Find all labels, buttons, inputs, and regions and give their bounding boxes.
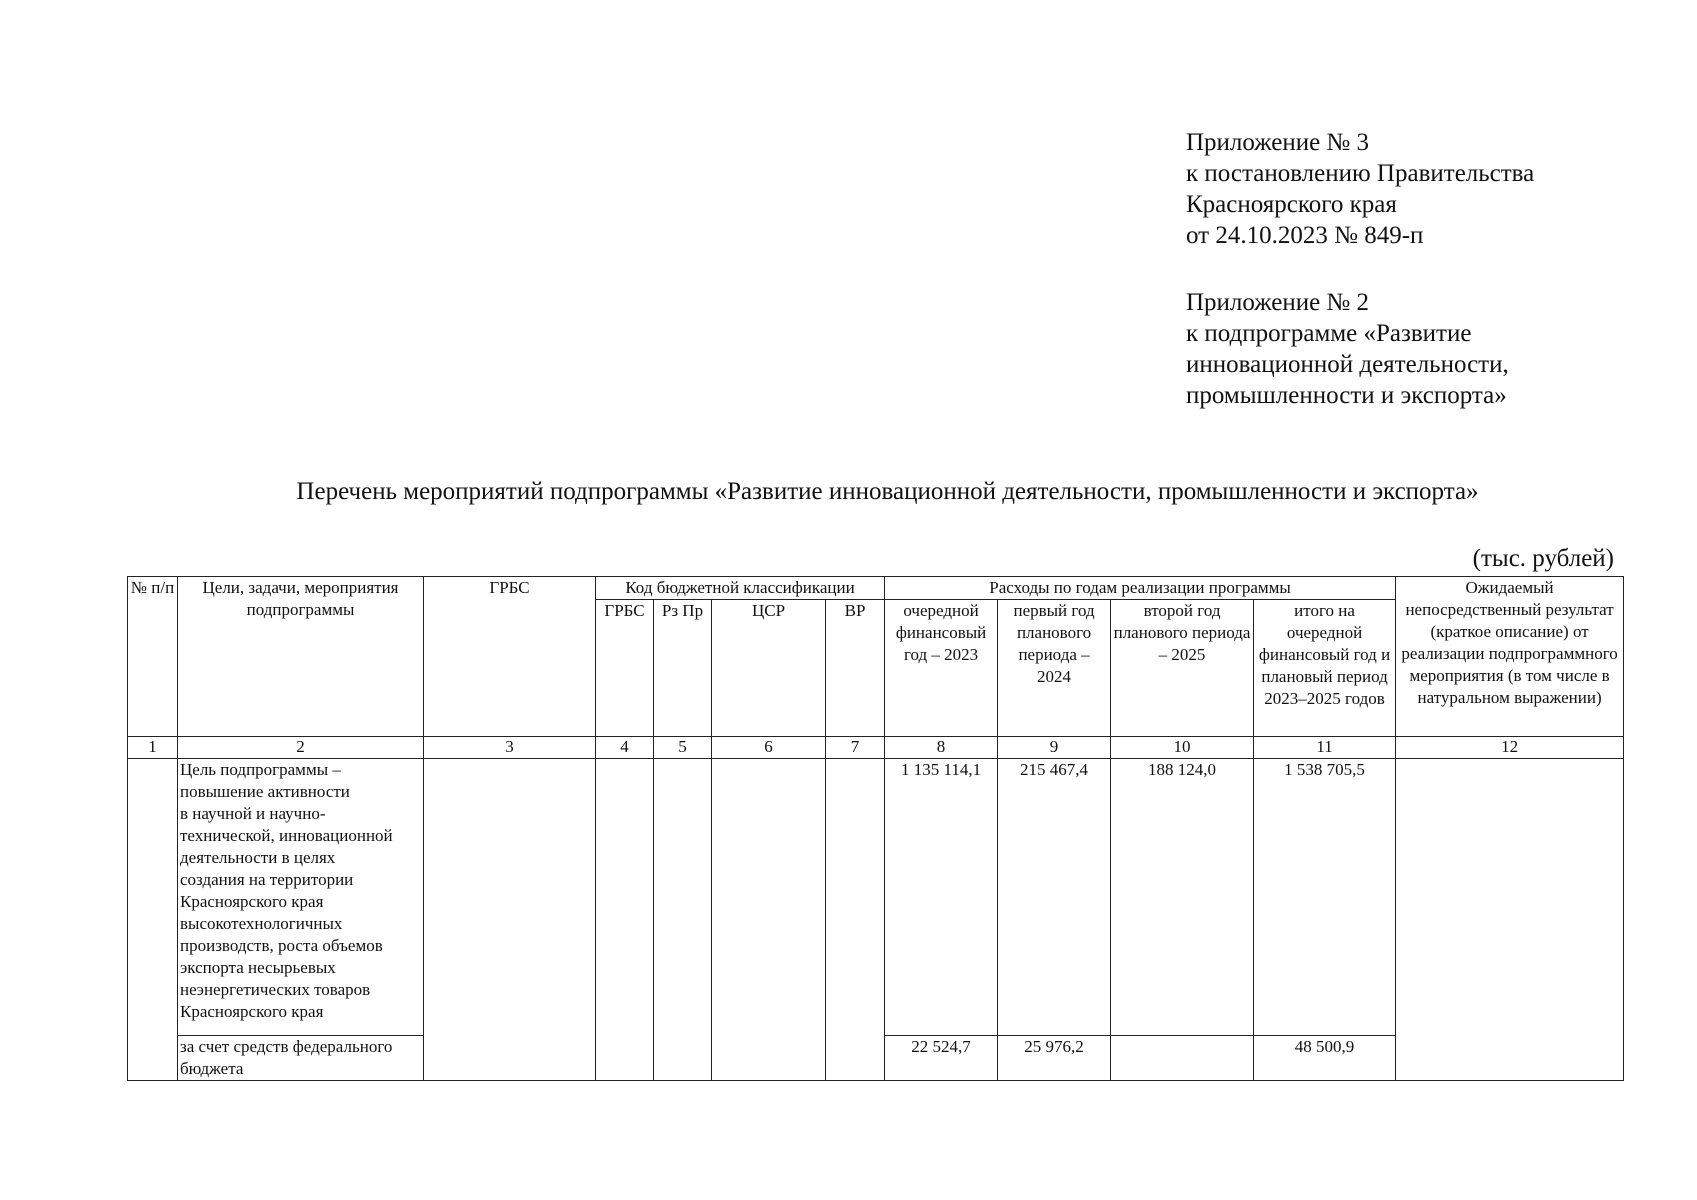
header-row [128, 577, 1624, 600]
appendix-3-line: Приложение № 3 [1186, 129, 1370, 156]
appendix-3-line: от 24.10.2023 № 849-п [1186, 222, 1424, 249]
value-2024: 25 976,2 [998, 1036, 1111, 1081]
value-total: 48 500,9 [1254, 1036, 1396, 1081]
appendix-2-line: Приложение № 2 [1186, 289, 1370, 316]
appendix-3-header [1186, 127, 1666, 251]
header-num: № п/п [128, 577, 178, 737]
column-index: 4 [596, 737, 654, 759]
code-grbs-cell [596, 759, 654, 1081]
header-code-grbs: ГРБС [596, 600, 654, 737]
header-budget-code: Код бюджетной классификации [596, 577, 885, 600]
table-row [128, 759, 1624, 1036]
header-code-vr: ВР [826, 600, 885, 737]
appendix-2-line: промышленности и экспорта» [1186, 382, 1507, 409]
column-index: 10 [1111, 737, 1254, 759]
grbs-cell [424, 759, 596, 1081]
column-index: 11 [1254, 737, 1396, 759]
header-total: итого на очередной финансовый год и плановый период 2023–2025 годов [1254, 600, 1396, 737]
column-index: 12 [1396, 737, 1624, 759]
column-index: 6 [712, 737, 826, 759]
column-index: 1 [128, 737, 178, 759]
value-2024: 215 467,4 [998, 759, 1111, 1036]
value-2023: 22 524,7 [885, 1036, 998, 1081]
goal-text: Цель подпрограммы – повышение активности в научной и научно- технической, инновационной деятельности в целях создания на территории Красноярского края высокотехнологичных производств, роста объемов экспорта несырьевых неэнергетических товаров Красноярского края [178, 759, 424, 1036]
header-year-2024: первый год планового периода – 2024 [998, 600, 1111, 737]
funding-source-text: за счет средств федерального бюджета [178, 1036, 424, 1081]
appendix-3-line: к постановлению Правительства [1186, 160, 1535, 187]
column-index: 2 [178, 737, 424, 759]
value-2023: 1 135 114,1 [885, 759, 998, 1036]
appendix-2-line: к подпрограмме «Развитие [1186, 320, 1472, 347]
header-code-csr: ЦСР [712, 600, 826, 737]
column-index: 3 [424, 737, 596, 759]
appendix-2-line: инновационной деятельности, [1186, 351, 1509, 378]
code-csr-cell [712, 759, 826, 1081]
header-result: Ожидаемый непосредственный результат (краткое описание) от реализации подпрограммного мероприятия (в том числе в натуральном выражении) [1396, 577, 1624, 737]
value-2025: 188 124,0 [1111, 759, 1254, 1036]
page-title: Перечень мероприятий подпрограммы «Развитие инновационной деятельности, промышленности и экспорта» [296, 478, 1479, 505]
column-index: 7 [826, 737, 885, 759]
column-index: 5 [654, 737, 712, 759]
header-grbs: ГРБС [424, 577, 596, 737]
column-index: 8 [885, 737, 998, 759]
row-num-cell [128, 759, 178, 1081]
result-cell [1396, 759, 1624, 1081]
column-index: 9 [998, 737, 1111, 759]
units-label: (тыс. рублей) [1472, 545, 1614, 572]
header-year-2023: очередной финансовый год – 2023 [885, 600, 998, 737]
header-goals: Цели, задачи, мероприятия подпрограммы [178, 577, 424, 737]
value-total: 1 538 705,5 [1254, 759, 1396, 1036]
header-year-2025: второй год планового периода – 2025 [1111, 600, 1254, 737]
header-expenses: Расходы по годам реализации программы [885, 577, 1396, 600]
appendix-3-line: Красноярского края [1186, 191, 1397, 218]
column-index-row [128, 737, 1624, 759]
appendix-2-header [1186, 287, 1666, 411]
header-code-rzpr: Рз Пр [654, 600, 712, 737]
value-2025 [1111, 1036, 1254, 1081]
code-vr-cell [826, 759, 885, 1081]
measures-table [127, 576, 1624, 1081]
code-rzpr-cell [654, 759, 712, 1081]
